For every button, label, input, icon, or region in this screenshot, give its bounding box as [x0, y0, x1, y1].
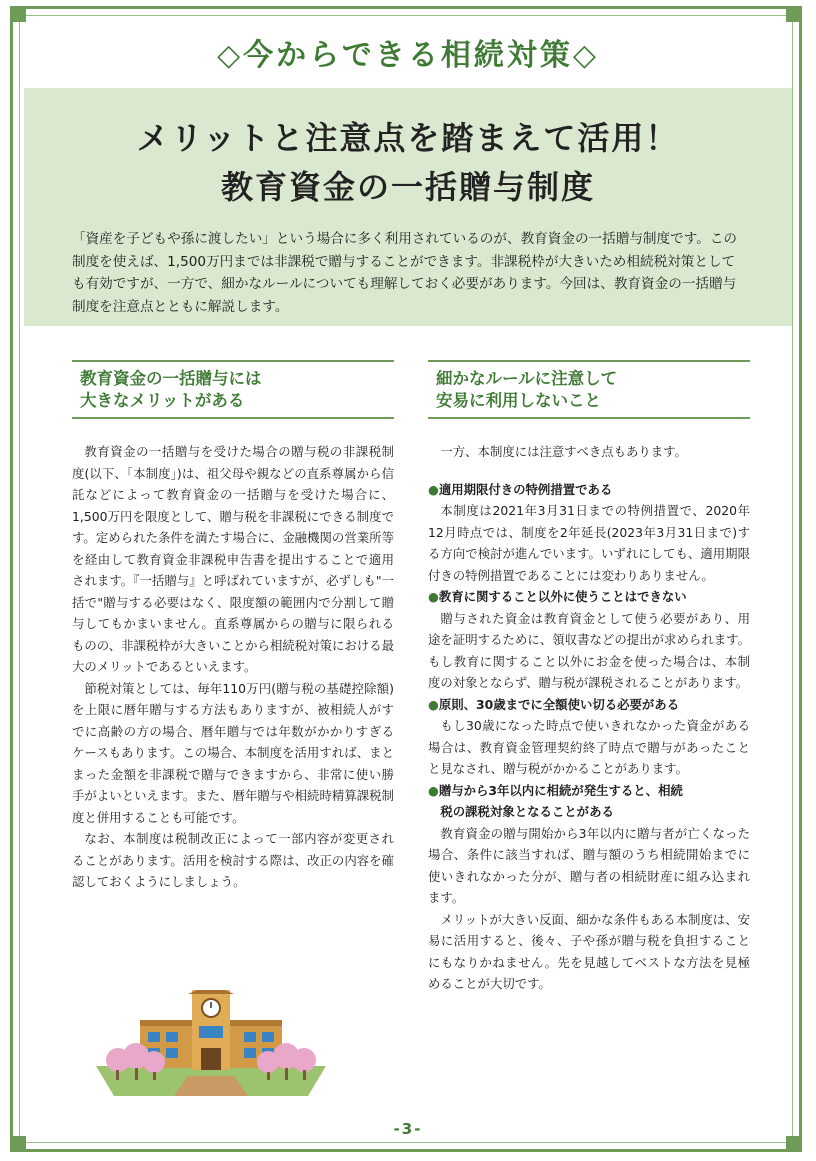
paragraph: もし30歳になった時点で使いきれなかった資金がある場合は、教育資金管理契約終了時点で贈与があったことと見なされ、贈与税がかかることがあります。	[428, 718, 750, 776]
series-title: ◇今からできる相続対策◇	[217, 38, 599, 73]
section-heading-line: 安易に利用しないこと	[436, 391, 601, 410]
bullet-heading	[428, 479, 750, 501]
bullet-icon: ●	[428, 481, 439, 497]
main-title-line2: 教育資金の一括贈与制度	[220, 168, 595, 206]
bullet-heading	[428, 586, 750, 608]
frame-corner	[10, 1136, 26, 1152]
page-number: -3-	[393, 1120, 423, 1138]
bullet-title: 原則、30歳までに全額使い切る必要がある	[438, 696, 680, 712]
section-heading-line: 教育資金の一括贈与には	[80, 369, 262, 388]
caution-body	[428, 441, 750, 995]
section-heading-line: 大きなメリットがある	[80, 391, 245, 410]
paragraph: 教育資金の贈与開始から3年以内に贈与者が亡くなった場合、条件に該当すれば、贈与額のうち相続開始までに使いきれなかった分が、贈与者の相続財産に組み込まれます。	[428, 825, 750, 905]
bullet-icon: ●	[428, 782, 439, 798]
bullet-title: 贈与から3年以内に相続が発生すると、相続	[438, 782, 683, 798]
paragraph: なお、本制度は税制改正によって一部内容が変更されることがあります。活用を検討する際は、改正の内容を確認しておくようにしましょう。	[72, 831, 394, 889]
paragraph: 本制度は2021年3月31日までの特例措置で、2020年12月時点では、制度を2年延長(2023年3月31日まで)する方向で検討が進んでいます。いずれにしても、適用期限付きの特例措置であることには変わりありません。	[428, 503, 750, 583]
frame-corner	[786, 6, 802, 22]
bullet-heading	[428, 694, 750, 716]
main-title-line1: メリットと注意点を踏まえて活用！	[136, 119, 680, 157]
closing-note: メリットが大きい反面、細かな条件もある本制度は、安易に活用すると、後々、子や孫が贈与税を負担することにもなりかねません。先を見越してベストな方法を見極めることが大切です。	[428, 911, 750, 991]
lead-paragraph: 「資産を子どもや孫に渡したい」という場合に多く利用されているのが、教育資金の一括贈与制度です。この制度を使えば、1,500万円までは非課税で贈与することができます。非課税枠が大きいため相続税対策としても有効ですが、一方で、細かなルールについても理解しておく必要があります。今回は、教育資金の一括贈与制度を注意点とともに解説します。	[72, 231, 738, 315]
bullet-title-cont: 税の課税対象となることがある	[440, 804, 614, 819]
paragraph: 贈与された資金は教育資金として使う必要があり、用途を証明するために、領収書などの提出が求められます。もし教育に関すること以外にお金を使った場合は、本制度の対象とならず、贈与税が課税されることがあります。	[428, 610, 750, 690]
frame-corner	[10, 6, 26, 22]
merit-body	[72, 441, 394, 893]
bullet-title: 適用期限付きの特例措置である	[438, 481, 613, 497]
left-column	[72, 360, 394, 893]
bullet-heading	[428, 780, 750, 802]
bullet-title: 教育に関すること以外に使うことはできない	[438, 589, 687, 604]
paragraph: 節税対策としては、毎年110万円(贈与税の基礎控除額)を上限に暦年贈与する方法もありますが、被相続人がすでに高齢の方の場合、暦年贈与では年数がかかりすぎるケースもあります。この場合、本制度を活用すれば、まとまった金額を非課税で贈与できますから、非常に使い勝手がよいといえます。また、暦年贈与や相続時精算課税制度と併用することも可能です。	[72, 680, 394, 825]
school-building-illustration	[96, 990, 326, 1096]
paragraph: 教育資金の一括贈与を受けた場合の贈与税の非課税制度(以下、「本制度」)は、祖父母や親などの直系尊属から信託などによって教育資金の一括贈与を受けた場合に、1,500万円を限度として、贈与税を非課税にできる制度です。定められた条件を満たす場合に、金融機関の営業所等を経由して教育資金非課税申告書を提出することで適用されます。『一括贈与』と呼ばれていますが、必ずしも"一括で"贈与する必要はなく、限度額の範囲内で分割して贈与してもかまいません。直系尊属からの贈与に限られるものの、非課税枠が大きいことから相続税対策における最大のメリットであるといえます。	[72, 444, 394, 674]
section-heading-line: 細かなルールに注意して	[436, 369, 618, 388]
bullet-icon: ●	[428, 589, 439, 604]
bullet-icon: ●	[428, 696, 439, 712]
section-heading-merit	[72, 360, 394, 419]
right-column	[428, 360, 750, 995]
section-heading-caution	[428, 360, 750, 419]
frame-corner	[786, 1136, 802, 1152]
paragraph: 一方、本制度には注意すべき点もあります。	[440, 444, 687, 459]
